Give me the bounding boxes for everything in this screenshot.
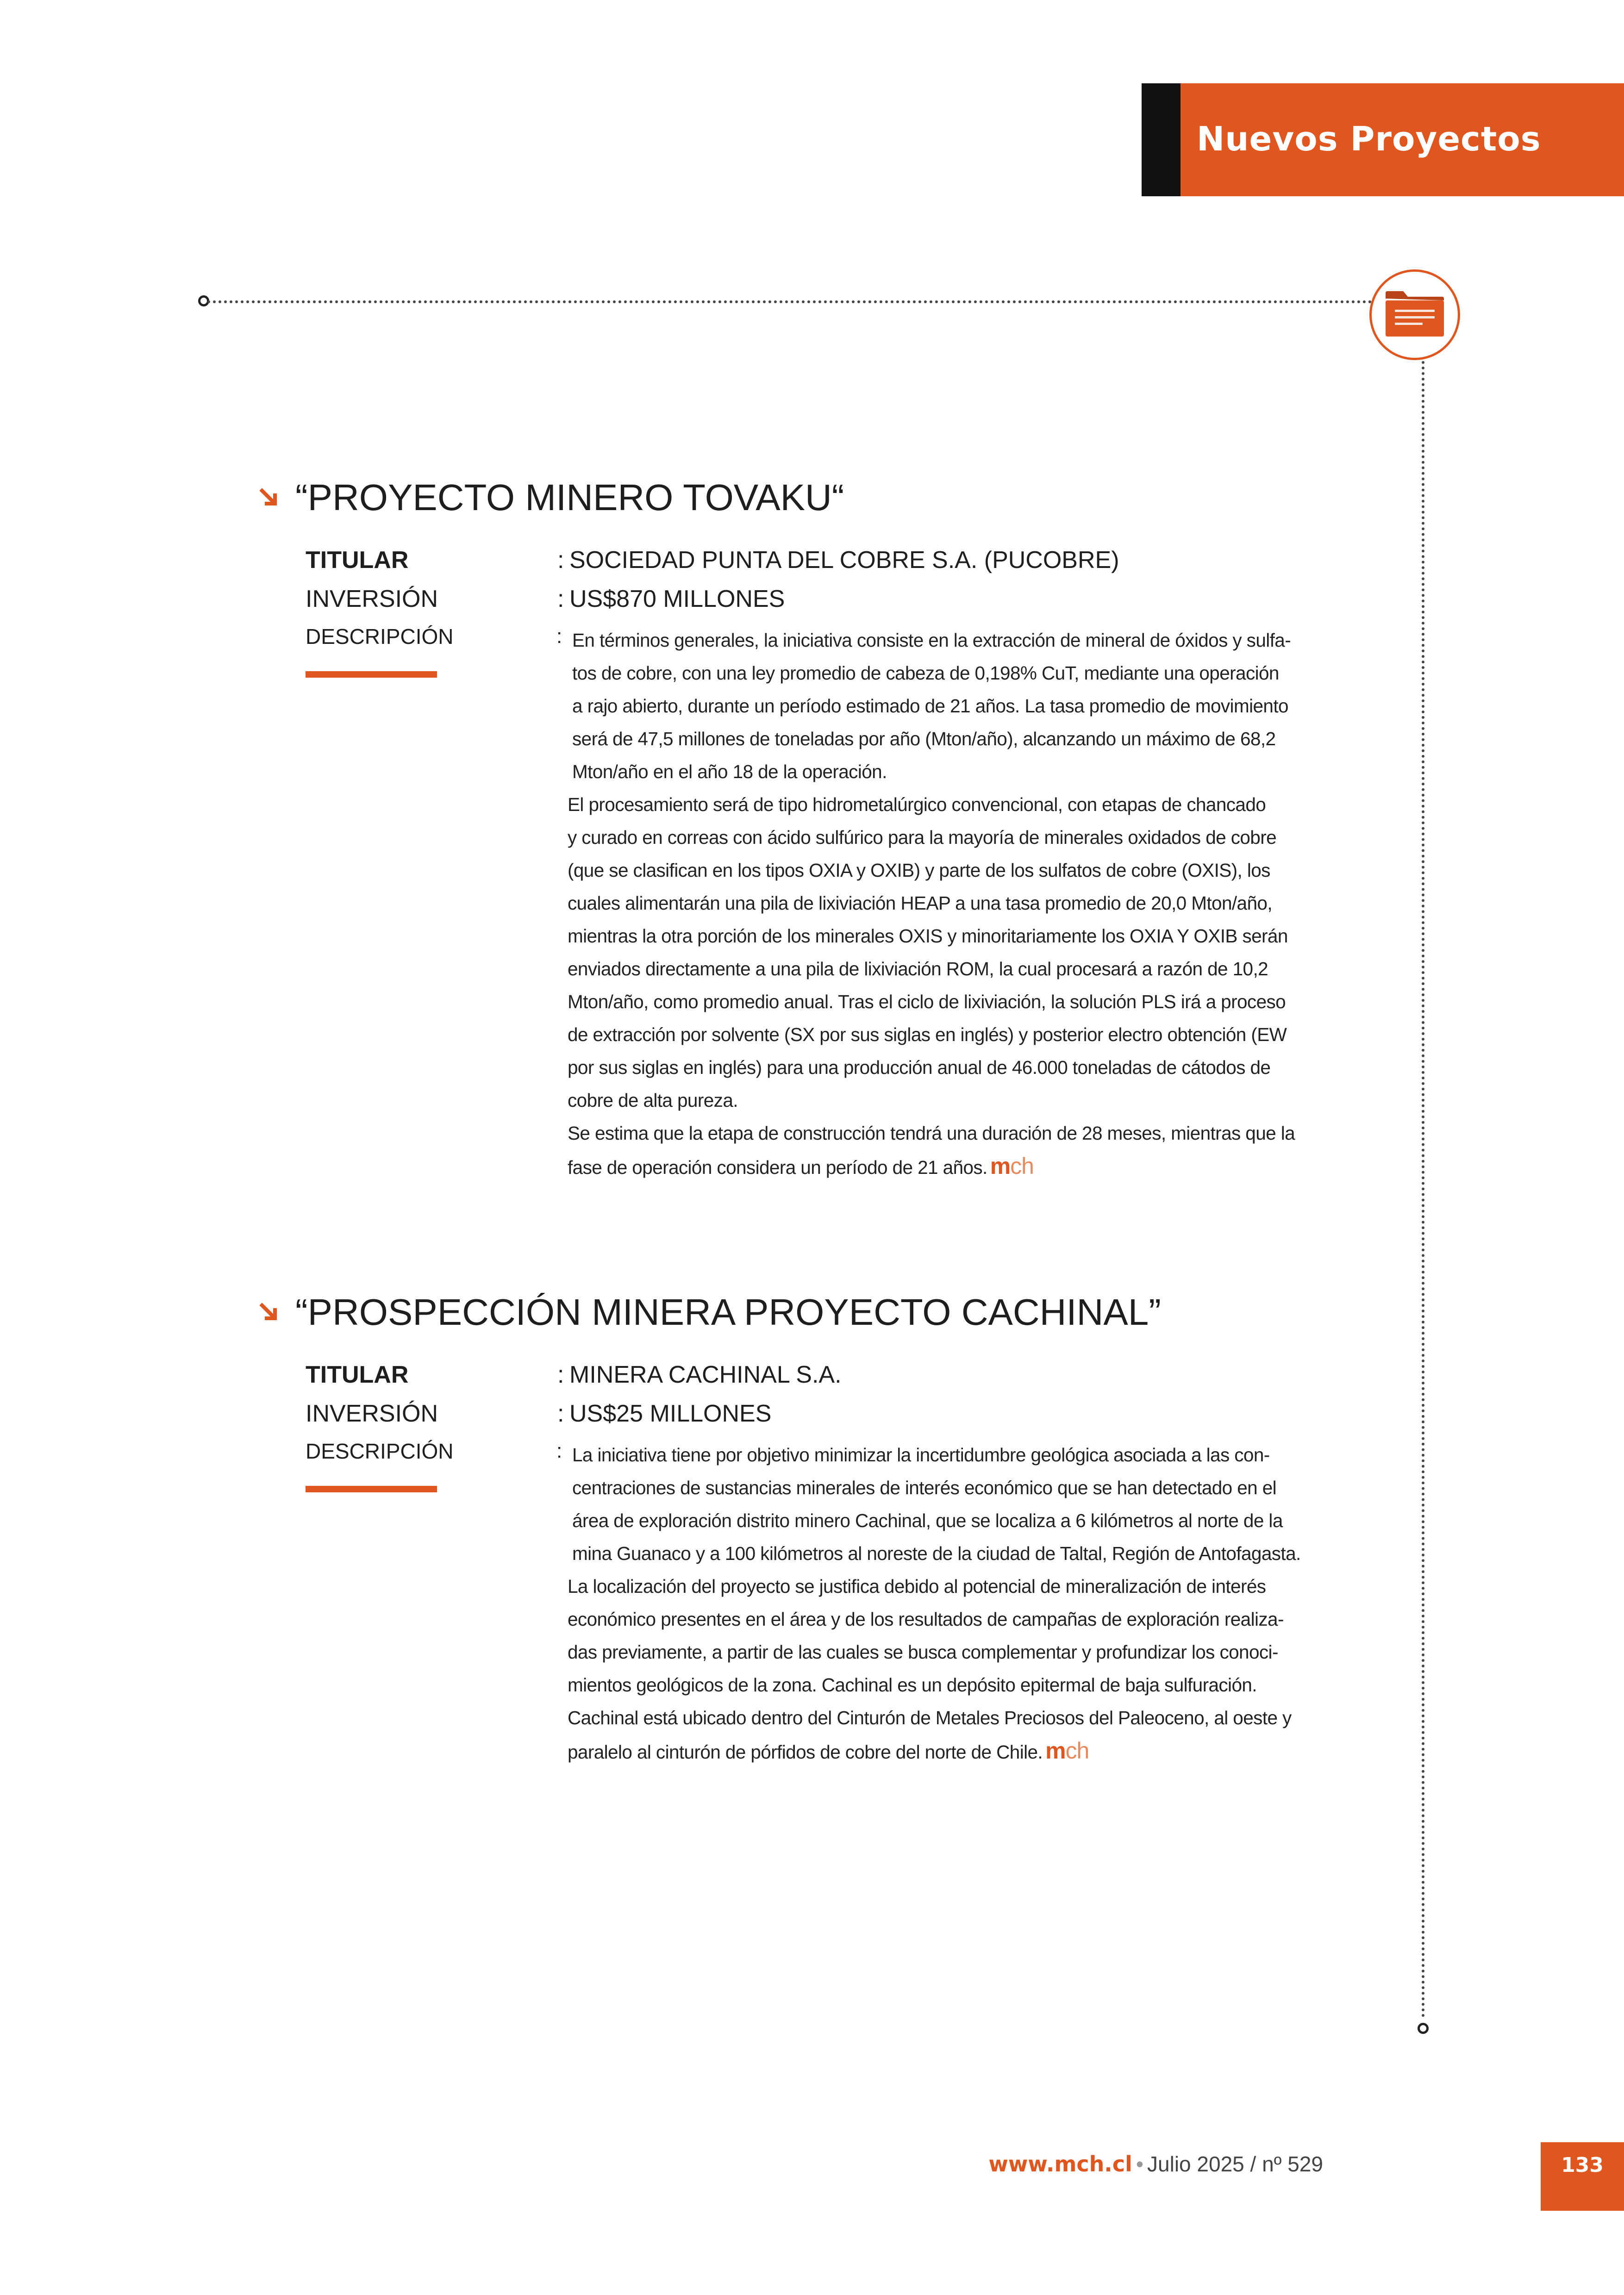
titular-label: TITULAR [306,1361,409,1388]
description-line: mientos geológicos de la zona. Cachinal es un depósito epitermal de baja sulfuración. [568,1674,1257,1696]
header-tab-black [1142,83,1181,196]
description-line: a rajo abierto, durante un período estimado de 21 años. La tasa promedio de movimiento [572,695,1288,717]
page-number: 133 [1541,2142,1624,2211]
description-line: das previamente, a partir de las cuales se busca complementar y profundizar los conoci- [568,1641,1278,1663]
description-line: será de 47,5 millones de toneladas por año (Mton/año), alcanzando un máximo de 68,2 [572,728,1276,749]
mch-logo [990,1153,1034,1179]
description-line: Mton/año, como promedio anual. Tras el ciclo de lixiviación, la solución PLS irá a proceso [568,991,1286,1012]
project-title [259,468,1370,528]
colon: : [556,625,562,648]
colon: : [557,547,564,574]
description-line: y curado en correas con ácido sulfúrico para la mayoría de minerales oxidados de cobre [568,827,1277,848]
mch-logo [1045,1738,1089,1764]
description-line: paralelo al cinturón de pórfidos de cobre del norte de Chile. [568,1741,1043,1763]
project-title [259,1282,1370,1342]
dotted-line-horizontal [207,300,1378,303]
project-cachinal [259,1282,1370,1764]
description-line: La localización del proyecto se justifica debido al potencial de mineralización de interés [568,1576,1266,1597]
descripcion-label: DESCRIPCIÓN [306,624,454,649]
project-tovaku [259,468,1370,1179]
footer-issue: Julio 2025 / nº 529 [1147,2152,1323,2176]
description-line: enviados directamente a una pila de lixiviación ROM, la cual procesará a razón de 10,2 [568,958,1268,979]
titular-label: TITULAR [306,547,409,574]
description-last-line [568,1150,1299,1184]
description-line: por sus siglas en inglés) para una producción anual de 46.000 toneladas de cátodos de [568,1057,1271,1078]
dotted-line-end-ring [1418,2023,1429,2034]
description-line: económico presentes en el área y de los resultados de campañas de exploración realiza- [568,1609,1284,1630]
titular-value: MINERA CACHINAL S.A. [569,1361,842,1388]
colon: : [557,1400,564,1427]
project-title-text: “PROSPECCIÓN MINERA PROYECTO CACHINAL” [295,1291,1161,1333]
mch-logo-bold: m [1045,1738,1066,1764]
titular-value: SOCIEDAD PUNTA DEL COBRE S.A. (PUCOBRE) [569,547,1119,574]
descripcion-underline [306,1486,437,1492]
description-line: (que se clasifican en los tipos OXIA y OXIB) y parte de los sulfatos de cobre (OXIS), los [568,860,1270,881]
project-title-text: “PROYECTO MINERO TOVAKU“ [295,477,844,518]
colon: : [556,1440,562,1462]
folder-icon [1369,269,1460,360]
colon: : [557,586,564,612]
descripcion-label: DESCRIPCIÓN [306,1439,454,1463]
inversion-label: INVERSIÓN [306,586,438,612]
description-line: cuales alimentarán una pila de lixiviación HEAP a una tasa promedio de 20,0 Mton/año, [568,892,1272,914]
project-description [568,624,1299,1184]
inversion-value: US$870 MILLONES [569,586,785,612]
mch-logo-light: ch [1065,1738,1089,1764]
description-line: área de exploración distrito minero Cachinal, que se localiza a 6 kilómetros al norte de la [572,1510,1283,1531]
arrow-down-right-icon [259,1303,278,1321]
colon: : [557,1361,564,1388]
footer [988,2152,1323,2177]
description-line: centraciones de sustancias minerales de interés económico que se han detectado en el [572,1477,1277,1498]
description-last-line [568,1734,1299,1769]
description-line: cobre de alta pureza. [568,1090,738,1111]
description-line: En términos generales, la iniciativa consiste en la extracción de mineral de óxidos y sulfa- [572,630,1291,651]
footer-site-link[interactable]: www.mch.cl [988,2152,1132,2177]
dotted-line-vertical [1422,361,1424,2018]
description-line: mina Guanaco y a 100 kilómetros al noreste de la ciudad de Taltal, Región de Antofagasta. [572,1543,1301,1564]
description-line: fase de operación considera un período de 21 años. [568,1157,987,1178]
descripcion-underline [306,671,437,678]
arrow-down-right-icon [259,488,278,506]
description-line: tos de cobre, con una ley promedio de cabeza de 0,198% CuT, mediante una operación [572,662,1279,684]
inversion-label: INVERSIÓN [306,1400,438,1427]
description-line: Se estima que la etapa de construcción tendrá una duración de 28 meses, mientras que la [568,1123,1295,1144]
project-description [568,1439,1299,1769]
mch-logo-bold: m [990,1153,1011,1179]
description-line: Cachinal está ubicado dentro del Cinturón de Metales Preciosos del Paleoceno, al oeste y [568,1707,1292,1728]
description-line: de extracción por solvente (SX por sus siglas en inglés) y posterior electro obtención (EW [568,1024,1287,1045]
description-line: El procesamiento será de tipo hidrometalúrgico convencional, con etapas de chancado [568,794,1266,815]
mch-logo-light: ch [1010,1153,1034,1179]
description-line: Mton/año en el año 18 de la operación. [572,761,887,782]
footer-bullet: • [1136,2152,1144,2176]
description-line: mientras la otra porción de los minerales OXIS y minoritariamente los OXIA Y OXIB serán [568,925,1288,947]
inversion-value: US$25 MILLONES [569,1400,772,1427]
section-title: Nuevos Proyectos [1197,119,1541,158]
description-line: La iniciativa tiene por objetivo minimizar la incertidumbre geológica asociada a las con- [572,1444,1270,1466]
